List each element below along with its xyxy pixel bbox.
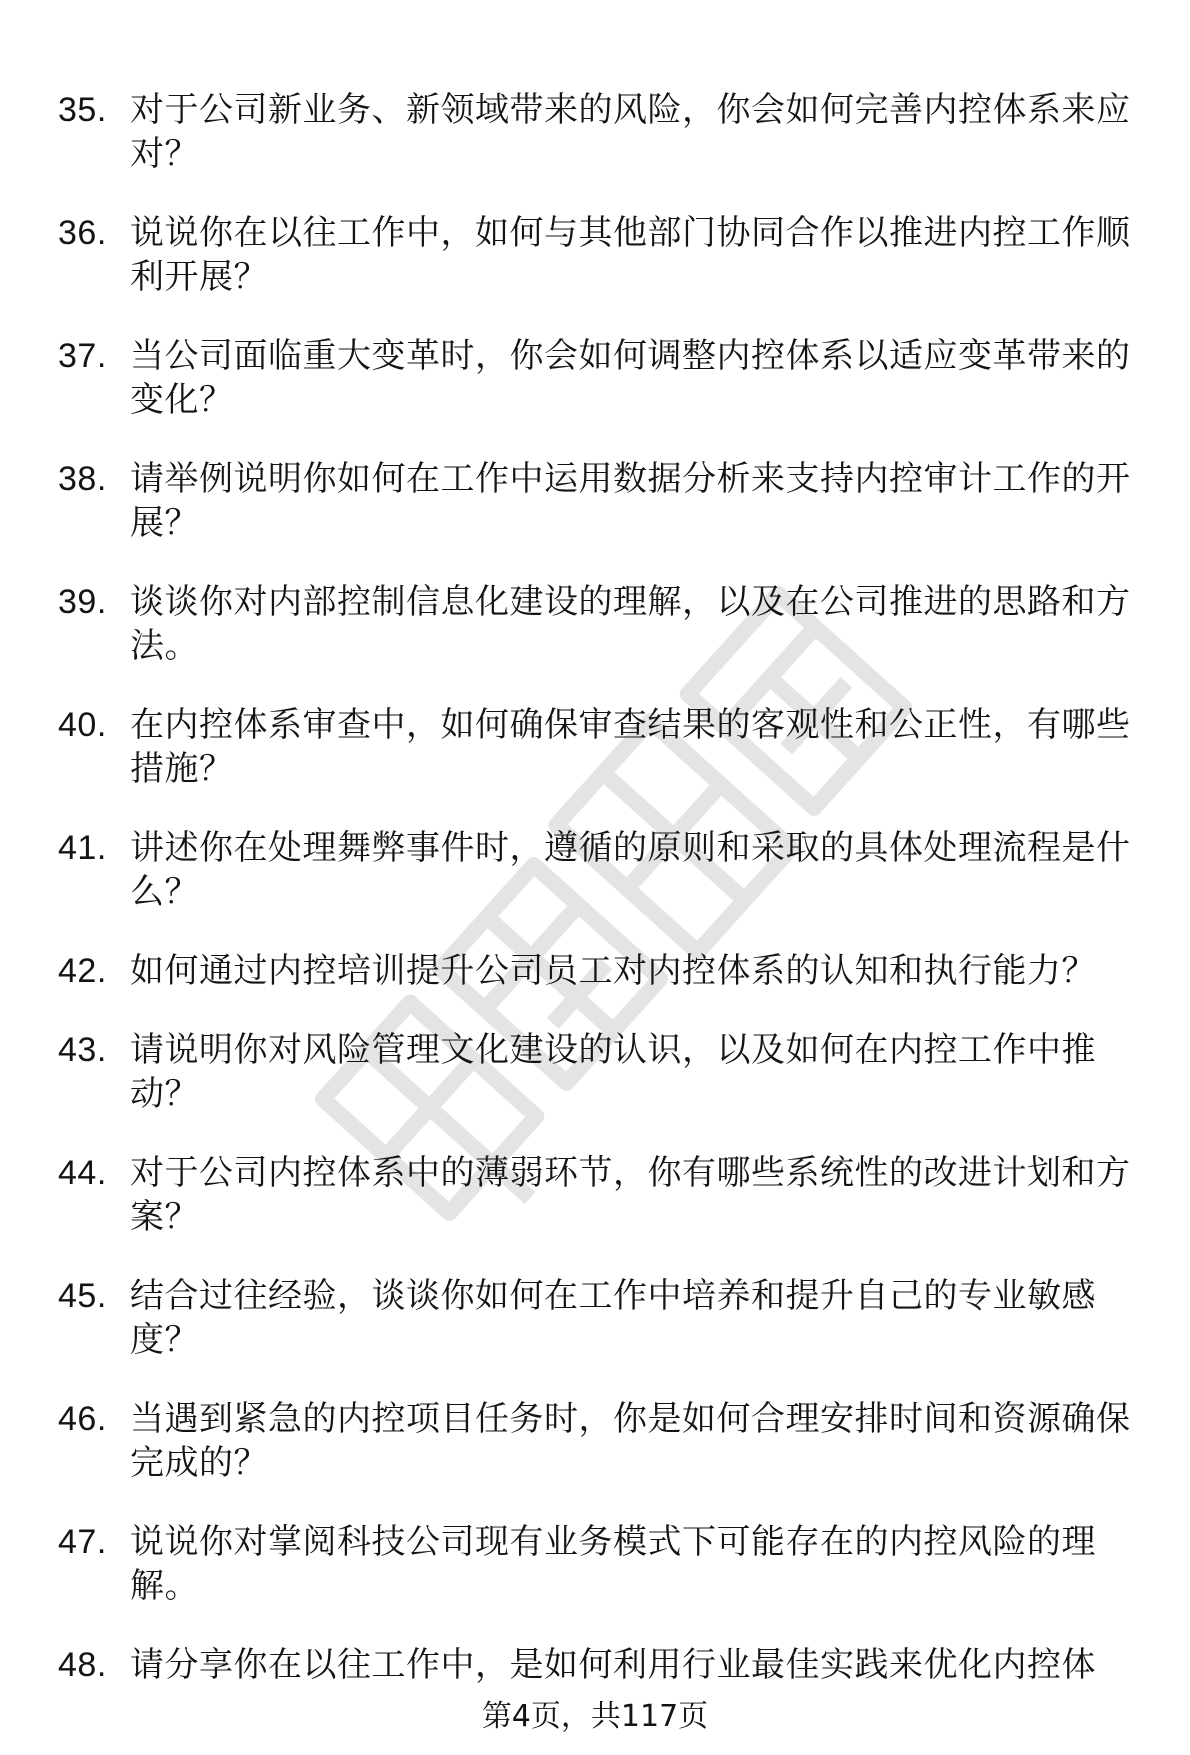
question-text: 对于公司内控体系中的薄弱环节，你有哪些系统性的改进计划和方案？ <box>130 1153 1131 1237</box>
question-text: 说说你对掌阅科技公司现有业务模式下可能存在的内控风险的理解。 <box>130 1522 1096 1606</box>
question-item <box>58 211 1148 299</box>
question-item <box>58 334 1148 422</box>
question-text: 请说明你对风险管理文化建设的认识，以及如何在内控工作中推动？ <box>130 1030 1096 1114</box>
question-text: 当遇到紧急的内控项目任务时，你是如何合理安排时间和资源确保完成的？ <box>130 1399 1131 1483</box>
question-item <box>58 1151 1148 1239</box>
question-text: 说说你在以往工作中，如何与其他部门协同合作以推进内控工作顺利开展？ <box>130 213 1131 297</box>
page-footer: 第4页，共117页 <box>481 1699 709 1734</box>
question-number: 36. <box>58 214 107 252</box>
question-text: 如何通过内控培训提升公司员工对内控体系的认知和执行能力？ <box>130 951 1096 991</box>
question-item <box>58 1028 1148 1116</box>
question-text: 请举例说明你如何在工作中运用数据分析来支持内控审计工作的开展？ <box>130 459 1131 543</box>
question-text: 结合过往经验，谈谈你如何在工作中培养和提升自己的专业敏感度？ <box>130 1276 1096 1360</box>
question-number: 42. <box>58 952 107 990</box>
question-item <box>58 580 1148 668</box>
question-item <box>58 1643 1148 1687</box>
question-number: 47. <box>58 1523 107 1561</box>
question-text: 在内控体系审查中，如何确保审查结果的客观性和公正性，有哪些措施？ <box>130 705 1131 789</box>
question-item <box>58 88 1148 176</box>
question-text: 对于公司新业务、新领域带来的风险，你会如何完善内控体系来应对？ <box>130 90 1131 174</box>
question-text: 请分享你在以往工作中，是如何利用行业最佳实践来优化内控体 <box>130 1645 1096 1685</box>
question-item <box>58 826 1148 914</box>
question-item <box>58 1520 1148 1608</box>
question-item <box>58 1397 1148 1485</box>
question-number: 46. <box>58 1400 107 1438</box>
question-number: 35. <box>58 91 107 129</box>
question-item <box>58 949 1148 993</box>
question-number: 40. <box>58 706 107 744</box>
question-item <box>58 703 1148 791</box>
question-text: 当公司面临重大变革时，你会如何调整内控体系以适应变革带来的变化？ <box>130 336 1131 420</box>
question-number: 48. <box>58 1646 107 1684</box>
question-number: 41. <box>58 829 107 867</box>
question-item <box>58 457 1148 545</box>
question-number: 45. <box>58 1277 107 1315</box>
question-text: 谈谈你对内部控制信息化建设的理解，以及在公司推进的思路和方法。 <box>130 582 1131 666</box>
question-list <box>58 88 1148 1722</box>
question-number: 37. <box>58 337 107 375</box>
question-number: 39. <box>58 583 107 621</box>
question-number: 38. <box>58 460 107 498</box>
question-text: 讲述你在处理舞弊事件时，遵循的原则和采取的具体处理流程是什么？ <box>130 828 1131 912</box>
question-number: 44. <box>58 1154 107 1192</box>
question-item <box>58 1274 1148 1362</box>
question-number: 43. <box>58 1031 107 1069</box>
